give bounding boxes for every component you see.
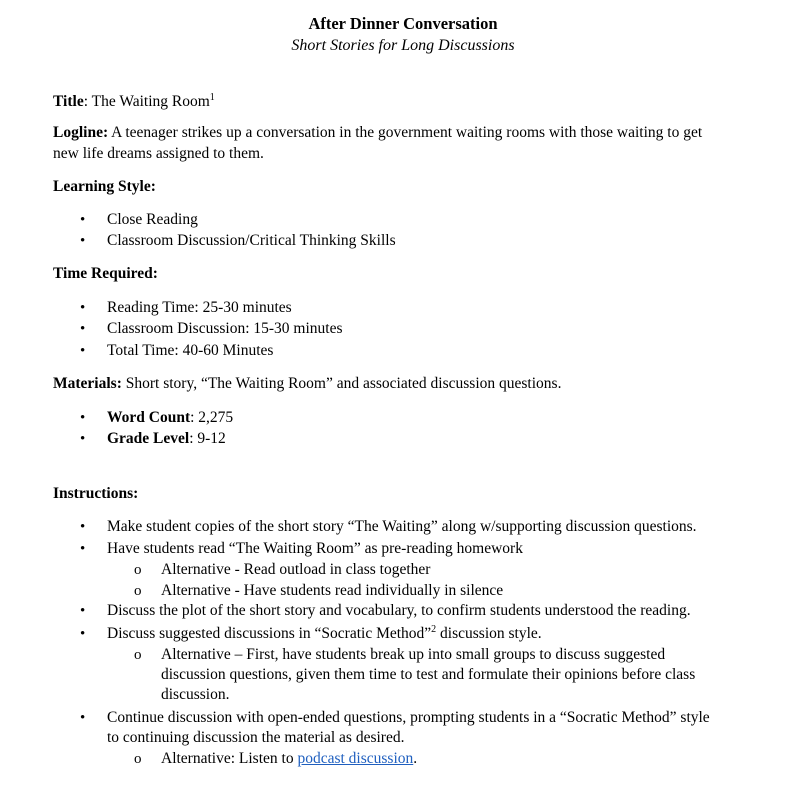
logline-text-1: A teenager strikes up a conversation in the government waiting rooms with those waiting to get (108, 124, 703, 141)
logline-line-1 (53, 123, 702, 143)
bullet-icon: • (80, 626, 86, 642)
bullet-icon: • (80, 519, 86, 535)
document-title: After Dinner Conversation (308, 14, 498, 33)
grade-level: Grade Level: 9-12 (107, 430, 226, 447)
time-required-item: Total Time: 40-60 Minutes (107, 342, 274, 359)
circle-bullet-icon: o (134, 562, 142, 578)
instruction-item-1: Make student copies of the short story “The Waiting” along w/supporting discussion questions. (107, 518, 697, 535)
time-required-item: Reading Time: 25-30 minutes (107, 299, 292, 316)
learning-style-item: Classroom Discussion/Critical Thinking Skills (107, 232, 396, 249)
bullet-icon: • (80, 300, 86, 316)
materials-text: Short story, “The Waiting Room” and associated discussion questions. (121, 375, 562, 392)
instructions-heading: Instructions: (53, 485, 139, 502)
bullet-icon: • (80, 343, 86, 359)
instruction-item-3: Discuss the plot of the short story and vocabulary, to confirm students understood the reading. (107, 602, 691, 619)
document-subtitle: Short Stories for Long Discussions (291, 37, 515, 54)
circle-bullet-icon: o (134, 751, 142, 767)
instruction-item-4-sub-1-line-1: Alternative – First, have students break up into small groups to discuss suggested (161, 646, 666, 663)
instruction-item-2-sub-1: Alternative - Read outload in class together (161, 561, 431, 578)
instruction-item-4-sub-1-line-2: discussion questions, given them time to test and formulate their opinions before class (161, 666, 696, 683)
instruction-item-5-line-1: Continue discussion with open-ended questions, prompting students in a “Socratic Method” style (107, 709, 710, 726)
story-title-line (53, 92, 215, 112)
instruction-item-4: Discuss suggested discussions in “Socratic Method”$^2$ discussion style. (107, 624, 542, 642)
materials-label: Materials: (53, 375, 122, 392)
word-count: Word Count: 2,275 (107, 409, 234, 426)
podcast-discussion-link[interactable]: podcast discussion (297, 750, 414, 767)
instruction-item-5-line-2: to continuing discussion the material as desired. (107, 729, 405, 746)
logline-line-2: new life dreams assigned to them. (53, 145, 264, 162)
story-title-label: Title (53, 93, 84, 110)
bullet-icon: • (80, 603, 86, 619)
instruction-item-5-sub-1: Alternative: Listen to podcast discussion. (161, 750, 418, 767)
bullet-icon: • (80, 541, 86, 557)
bullet-icon: • (80, 431, 86, 447)
bullet-icon: • (80, 410, 86, 426)
logline-label: Logline: (53, 124, 109, 141)
learning-style-heading: Learning Style: (53, 178, 156, 195)
circle-bullet-icon: o (134, 583, 142, 599)
instruction-item-2: Have students read “The Waiting Room” as pre-reading homework (107, 540, 523, 557)
bullet-icon: • (80, 710, 86, 726)
footnote-ref-1: 1 (209, 92, 215, 103)
bullet-icon: • (80, 321, 86, 337)
instruction-item-2-sub-2: Alternative - Have students read individually in silence (161, 582, 504, 599)
circle-bullet-icon: o (134, 647, 142, 663)
bullet-icon: • (80, 212, 86, 228)
footnote-ref-2: 2 (431, 624, 437, 635)
story-title-value: : The Waiting Room (83, 93, 210, 110)
time-required-item: Classroom Discussion: 15-30 minutes (107, 320, 343, 337)
time-required-heading: Time Required: (53, 265, 158, 282)
bullet-icon: • (80, 233, 86, 249)
learning-style-item: Close Reading (107, 211, 198, 228)
materials-line (53, 374, 561, 394)
instruction-item-4-sub-1-line-3: discussion. (161, 686, 230, 703)
